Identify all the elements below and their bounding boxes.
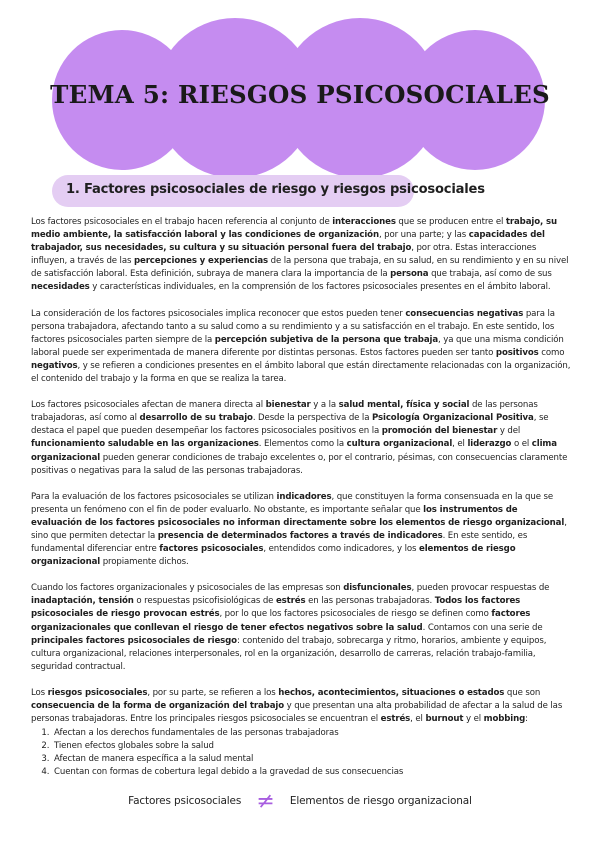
text-run: que se producen entre el (395, 217, 506, 227)
footer-comparison (0, 789, 600, 814)
text-run: de la persona que trabaja, en su salud, en su rendimiento y en su nivel de satisfacción laboral. Esta definición, subraya de manera clara la importancia de la (31, 256, 569, 280)
text-run: en las personas trabajadoras. (305, 596, 435, 607)
bold-text: presencia de determinados factores a través de indicadores (157, 530, 443, 541)
text-run: , que constituyen la forma consensuada en la que se presenta un fenómeno con el fin de poder evaluarlo. No obstante, es importante señalar que (31, 491, 554, 515)
text-run: o el (511, 439, 532, 450)
text-run: pueden generar condiciones de trabajo excelentes o, por el contrario, pésimas, con consecuencias claramente positivas o negativas para la salud de las personas trabajadoras. (31, 452, 568, 476)
bold-text: liderazgo (467, 439, 512, 450)
bold-text: factores organizacionales que conllevan el riesgo de tener efectos negativos sobre la salud (31, 609, 531, 633)
footer-left: Factores psicosociales (128, 795, 242, 807)
bold-text: salud mental, física y social (338, 400, 470, 411)
text-run: , sino que permiten detectar la (31, 517, 567, 541)
bold-text: elementos de riesgo organizacional (31, 544, 516, 568)
main-content (31, 216, 571, 780)
bold-text: cultura organizacional (346, 439, 453, 450)
bold-text: necesidades (31, 282, 90, 293)
bold-text: positivos (495, 347, 539, 358)
text-run: o respuestas psicofisiológicas de (133, 596, 276, 607)
bold-text: promoción del bienestar (381, 426, 498, 437)
text-run: que son (504, 687, 541, 698)
text-run: : contenido del trabajo, sobrecarga y ritmo, horarios, ambiente y equipos, cultura organizacional, relaciones interpersonales, rol en la organización, desarrollo de carreras, relación trabajo-familia, seguridad contractual. (31, 635, 547, 672)
text-run: Los factores psicosociales en el trabajo hacen referencia al conjunto de (31, 217, 333, 227)
text-run: y el (463, 714, 484, 725)
text-run: Cuando los factores organizacionales y psicosociales de las empresas son (31, 583, 344, 594)
bold-text: riesgos psicosociales (47, 687, 148, 698)
text-run: , por su parte, se refieren a los (147, 687, 279, 698)
bold-text: persona (390, 269, 429, 280)
paragraph (31, 687, 571, 726)
list-item: 4. Cuentan con formas de cobertura legal debido a la gravedad de sus consecuencias (52, 766, 571, 779)
text-run: La consideración de los factores psicosociales implica reconocer que estos pueden tener (31, 308, 406, 319)
list-item: 1. Afectan a los derechos fundamentales de las personas trabajadoras (52, 727, 571, 740)
bold-text: negativos (31, 360, 78, 371)
text-run: , por una parte; y las (378, 230, 469, 241)
bold-text: consecuencias negativas (405, 308, 524, 319)
bold-text: estrés (380, 714, 411, 725)
bold-text: principales factores psicosociales de riesgo (31, 635, 237, 646)
list-item: 2. Tienen efectos globales sobre la salud (52, 740, 571, 753)
bold-text: funcionamiento saludable en las organizaciones (31, 439, 259, 450)
text-run: Los (31, 687, 48, 698)
text-run: y que presentan una alta probabilidad de afectar a la salud de las personas trabajadoras. Entre los principales riesgos psicosociales se encuentran el (31, 701, 563, 725)
text-run: , pueden provocar respuestas de (411, 583, 550, 594)
text-run: Los factores psicosociales afectan de manera directa al (31, 400, 266, 411)
title-banner (0, 0, 600, 175)
bold-text: desarrollo de su trabajo (139, 413, 253, 424)
text-run: . Contamos con una serie de (422, 622, 543, 633)
text-run: y características individuales, en la comprensión de los factores psicosociales presentes en el ámbito laboral. (89, 282, 551, 293)
list-item: 3. Afectan de manera específica a la salud mental (52, 753, 571, 766)
page-title: TEMA 5: RIESGOS PSICOSOCIALES (50, 80, 550, 109)
bold-text: percepción subjetiva de la persona que trabaja (214, 334, 439, 345)
footer-right: Elementos de riesgo organizacional (289, 795, 472, 807)
section-heading-pill (52, 175, 485, 207)
text-run: como (538, 347, 565, 358)
text-run: y a la (310, 400, 339, 411)
text-run: propiamente dichos. (100, 557, 189, 568)
bold-text: Todos los factores psicosociales de riesgo provocan estrés (31, 596, 521, 620)
bold-text: inadaptación, tensión (31, 596, 134, 607)
bold-text: estrés (275, 596, 306, 607)
text-run: Para la evaluación de los factores psicosociales se utilizan (31, 491, 277, 502)
text-run: . Desde la perspectiva de la (252, 413, 372, 424)
bold-text: capacidades del trabajador, sus necesidades, su cultura y su situación personal fuera del trabajo (31, 230, 545, 254)
text-run: para la persona trabajadora, afectando tanto a su salud como a su rendimiento y a su satisfacción en el trabajo. En este sentido, los factores psicosociales parten siempre de la (31, 308, 555, 345)
bold-text: percepciones y experiencias (133, 256, 269, 267)
paragraph (31, 582, 571, 674)
bold-text: burnout (425, 714, 464, 725)
bold-text: consecuencia de la forma de organización del trabajo (31, 701, 284, 711)
text-run: que trabaja, así como de sus (428, 269, 552, 280)
text-run: , se destaca el papel que pueden desempeñar los factores psicosociales positivos en la (31, 413, 549, 437)
paragraph (31, 399, 571, 478)
text-run: de las personas trabajadoras, así como al (31, 400, 538, 424)
bold-text: factores psicosociales (159, 544, 264, 555)
text-run: : (525, 714, 528, 725)
text-run: y del (497, 426, 521, 437)
bold-text: los instrumentos de evaluación de los factores psicosociales no informan directamente sobre los elementos de riesgo organizacional (31, 504, 565, 528)
text-run: , y se refieren a condiciones presentes en el ámbito laboral que están directamente relacionadas con la organización, el contenido del trabajo y la forma en que se realiza la tarea. (31, 360, 571, 385)
section-heading: 1. Factores psicosociales de riesgo y riesgos psicosociales (66, 182, 485, 197)
bold-text: mobbing (483, 714, 526, 725)
text-run: . Elementos como la (258, 439, 347, 450)
bold-text: clima organizacional (31, 439, 557, 463)
bold-text: trabajo, su medio ambiente, la satisfacción laboral y las condiciones de organización (31, 217, 557, 241)
text-run: , entendidos como indicadores, y los (263, 544, 419, 555)
bold-text: indicadores (276, 491, 332, 502)
bold-text: bienestar (265, 400, 311, 411)
bold-text: Psicología Organizacional Positiva (371, 413, 534, 424)
paragraph (31, 308, 571, 387)
text-run: , por lo que los factores psicosociales de riesgo se definen como (219, 609, 492, 620)
text-run: . En este sentido, es fundamental diferenciar entre (31, 530, 528, 555)
bold-text: hechos, acontecimientos, situaciones o estados (278, 687, 505, 698)
bold-text: interacciones (332, 217, 396, 227)
paragraph (31, 216, 571, 295)
text-run: , el (452, 439, 468, 450)
text-run: , ya que una misma condición laboral puede ser experimentada de manera diferente por distintas personas. Estos factores pueden ser tanto (31, 334, 564, 358)
text-run: , el (410, 714, 426, 725)
paragraph (31, 491, 571, 570)
risk-characteristics-list (31, 727, 571, 779)
not-equal-icon: ≠ (256, 789, 275, 814)
text-run: , por otra. Estas interacciones influyen, a través de las (31, 243, 537, 267)
bold-text: disfuncionales (343, 583, 412, 594)
